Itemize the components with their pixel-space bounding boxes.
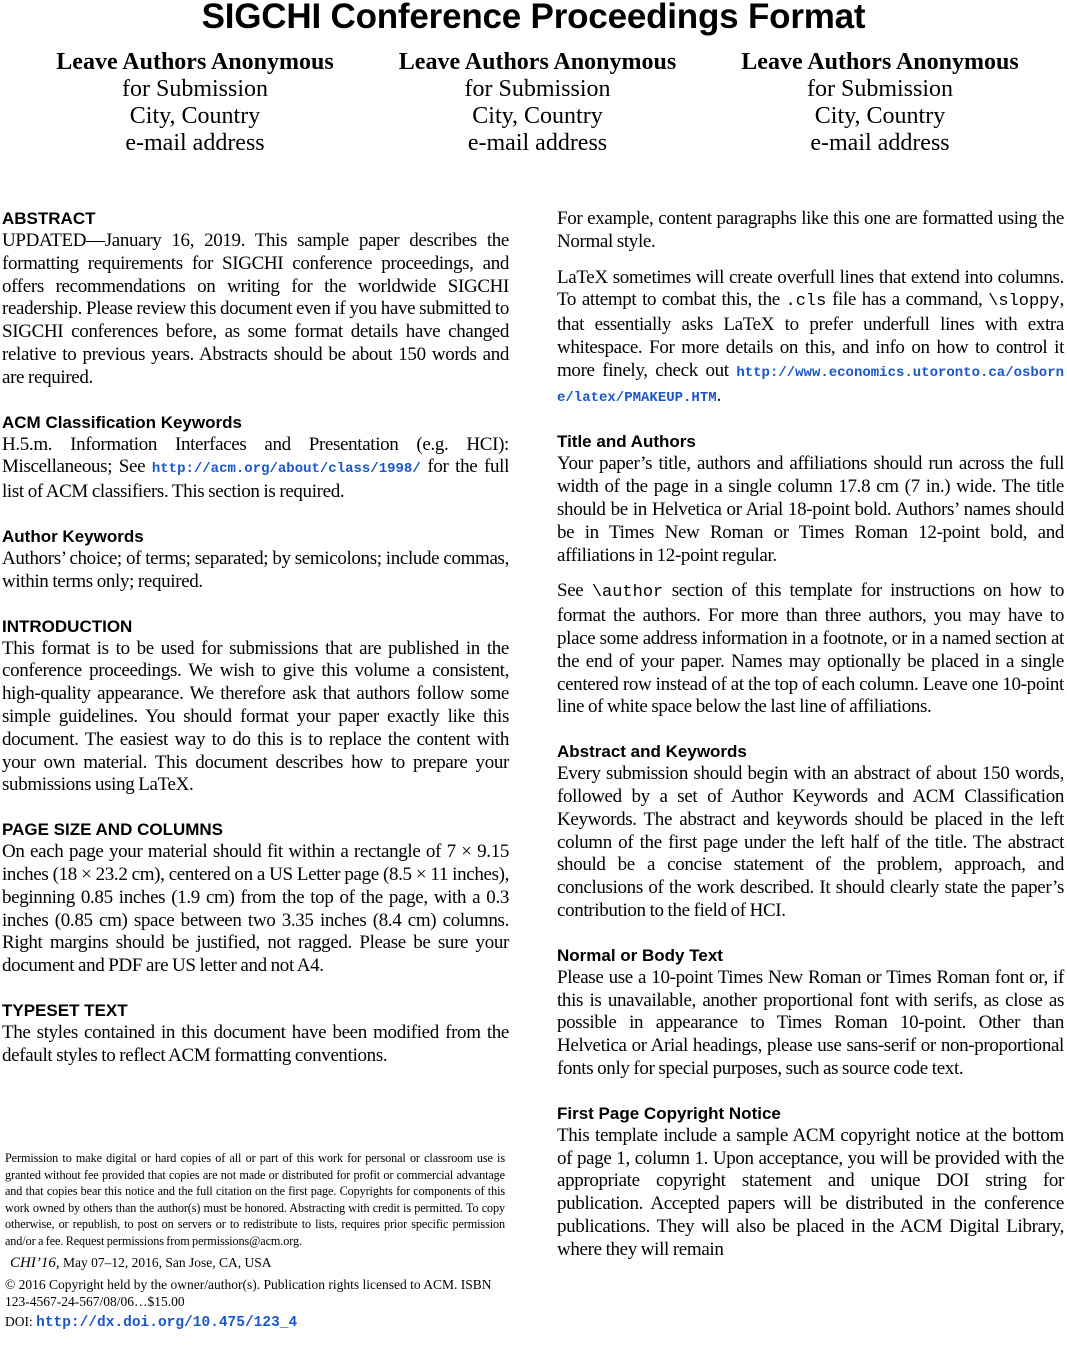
text-fragment: file has a command, <box>826 289 989 311</box>
author-email: e-mail address <box>810 130 950 156</box>
author-block <box>25 49 1050 157</box>
overfull-lines-section <box>557 208 1064 409</box>
copyright-box <box>5 1150 505 1332</box>
abstract-text: UPDATED—January 16, 2019. This sample paper describes the formatting requirements for SIGCHI conference proceedings, and offers recommendations on writing for the worldwide SIGCHI readership. Please review this document even if you have submitted to SIGCHI conferences before, as some format details have changed relative to previous years. Abstracts should be about 150 words and are required. <box>2 230 509 388</box>
doi-link[interactable]: http://dx.doi.org/10.475/123_4 <box>36 1315 298 1332</box>
normal-text-section <box>557 945 1064 1081</box>
author-location: City, Country <box>814 103 946 129</box>
section-heading: TYPESET TEXT <box>2 1000 128 1020</box>
section-heading: First Page Copyright Notice <box>557 1103 781 1123</box>
doi-line <box>5 1314 505 1332</box>
typeset-text: The styles contained in this document have been modified from the default styles to reflect ACM formatting conventions. <box>2 1021 509 1066</box>
author-affiliation: for Submission <box>806 76 953 102</box>
conference-name: CHI’16, <box>10 1254 60 1271</box>
paper-title: SIGCHI Conference Proceedings Format <box>201 0 866 36</box>
author-card <box>25 49 365 157</box>
acm-keywords-section <box>2 412 509 504</box>
acm-keywords-text <box>2 434 509 504</box>
section-heading: PAGE SIZE AND COLUMNS <box>2 820 224 840</box>
text-fragment: , that essentially asks LaTeX to prefer underfull lines with extra whitespace. For more details on this, and info on how to control it more finely, check out <box>557 289 1064 381</box>
overfull-lines-paragraph <box>557 267 1064 410</box>
author-keywords-text: Authors’ choice; of terms; separated; by semicolons; include commas, within terms only; required. <box>2 547 509 592</box>
makeup-link[interactable]: http://www.economics.utoronto.ca/osborne/latex/PMAKEUP.HTM <box>557 364 1064 406</box>
author-location: City, Country <box>129 103 261 129</box>
title-authors-section <box>557 431 1064 719</box>
conference-dates: May 07–12, 2016, San Jose, CA, USA <box>62 1254 272 1270</box>
conference-venue <box>5 1255 505 1272</box>
author-name: Leave Authors Anonymous <box>56 49 334 75</box>
author-location: City, Country <box>472 103 603 129</box>
copyright-notice-section <box>557 1103 1064 1262</box>
title-authors-paragraph: Your paper’s title, authors and affiliations should run across the full width of the page in a single column 17.8 cm (7 in.) wide. The title should be in Helvetica or Arial 18-point bold. Authors’ names should be in Times New Roman or Times Roman 12-point bold, and affiliations in 12-point regular. <box>557 453 1064 566</box>
copyright-statement: © 2016 Copyright held by the owner/author(s). Publication rights licensed to ACM. ISBN 123-4567-24-567/08/06…$15.00 <box>5 1277 492 1310</box>
author-card <box>368 49 708 157</box>
permission-notice: Permission to make digital or hard copies of all or part of this work for personal or classroom use is granted without fee provided that copies are not made or distributed for profit or commercial advantage and that copies bear this notice and the full citation on the first page. Copyrights for components of this work owned by others than the author(s) must be honored. Abstracting with credit is permitted. To copy otherwise, or republish, to post on servers or to redistribute to lists, requires prior specific permission and/or a fee. Request permissions from permissions@acm.org. <box>5 1151 505 1248</box>
author-name: Leave Authors Anonymous <box>398 49 677 75</box>
right-column <box>557 208 1064 1261</box>
section-heading: ABSTRACT <box>2 209 96 228</box>
acm-class-link[interactable]: http://acm.org/about/class/1998/ <box>151 461 421 478</box>
introduction-text: This format is to be used for submissions that are published in the conference proceedings. We wish to give this volume a consistent, high-quality appearance. We therefore ask that authors follow some simple guidelines. You should format your paper exactly like this document. The easiest way to do this is to replace the content with your own material. This document describes how to prepare your submissions using LaTeX. <box>2 637 509 796</box>
author-email: e-mail address <box>467 130 608 156</box>
typeset-section <box>2 1000 509 1068</box>
code-snippet: \sloppy <box>988 292 1060 312</box>
normal-text-paragraph: Please use a 10-point Times New Roman or Times Roman font or, if this is unavailable, another proportional font with serifs, as close as possible in appearance to Times Roman 10-point. Other than Helvetica or Arial headings, please use sans-serif or non-proportional fonts only for special purposes, such as source code text. <box>557 966 1064 1079</box>
left-column <box>2 208 509 1068</box>
author-affiliation: for Submission <box>121 76 268 102</box>
author-macro-paragraph <box>557 580 1064 719</box>
section-heading: Title and Authors <box>557 432 696 452</box>
normal-style-paragraph: For example, content paragraphs like this one are formatted using the Normal style. <box>557 208 1064 252</box>
author-card <box>710 49 1050 157</box>
page-size-text: On each page your material should fit within a rectangle of 7 × 9.15 inches (18 × 23.2 cm), centered on a US Letter page (8.5 × 11 inches), beginning 0.85 inches (1.9 cm) from the top of the page, with a 0.3 inches (0.85 cm) space between two 3.35 inches (8.4 cm) columns. Right margins should be justified, not ragged. Please be sure your document and PDF are US letter and not A4. <box>2 841 509 977</box>
code-snippet: \author <box>591 583 664 603</box>
section-heading: INTRODUCTION <box>2 616 133 636</box>
text-fragment: See <box>557 580 592 602</box>
author-email: e-mail address <box>125 130 265 156</box>
text-fragment: LaTeX sometimes will create overfull lines that extend into columns. To attempt to combat this, the <box>557 266 1064 311</box>
introduction-section <box>2 616 509 798</box>
abstract-keywords-text: Every submission should begin with an abstract of about 150 words, followed by a set of Author Keywords and ACM Classification Keywords. The abstract and keywords should be placed in the left column of the first page under the left half of the title. The abstract should be a concise statement of the problem, approach, and conclusions of the work described. It should clearly state the paper’s contribution to the field of HCI. <box>557 763 1064 921</box>
text-fragment: H.5.m. Information Interfaces and Presentation (e.g. HCI): Miscellaneous; See <box>2 433 509 478</box>
doi-label: DOI: <box>5 1314 33 1330</box>
text-fragment: . <box>716 384 722 406</box>
abstract-section <box>2 208 509 390</box>
section-heading: Normal or Body Text <box>557 945 723 965</box>
abstract-keywords-section <box>557 741 1064 923</box>
author-name: Leave Authors Anonymous <box>741 49 1019 75</box>
copyright-notice-text: This template include a sample ACM copyright notice at the bottom of page 1, column 1. Upon acceptance, you will be provided with the appropriate copyright statement and unique DOI string for publication. Accepted papers will be distributed in the conference publications. They will also be placed in the ACM Digital Library, where they will remain <box>557 1124 1064 1260</box>
author-keywords-section <box>2 526 509 594</box>
author-affiliation: for Submission <box>464 76 611 102</box>
page-size-section <box>2 819 509 978</box>
text-fragment: section of this template for instructions on how to format the authors. For more than three authors, you may have to place some address information in a footnote, or in a named section at the end of your paper. Names may optionally be placed in a single centered row instead of at the top of each column. Leave one 10-point line of white space below the last line of affiliations. <box>557 580 1064 718</box>
code-snippet: .cls <box>785 292 827 312</box>
section-heading: Abstract and Keywords <box>557 742 747 762</box>
text-fragment: for the full list of ACM classifiers. This section is required. <box>2 456 509 503</box>
section-heading: ACM Classification Keywords <box>2 412 242 432</box>
section-heading: Author Keywords <box>2 526 144 546</box>
